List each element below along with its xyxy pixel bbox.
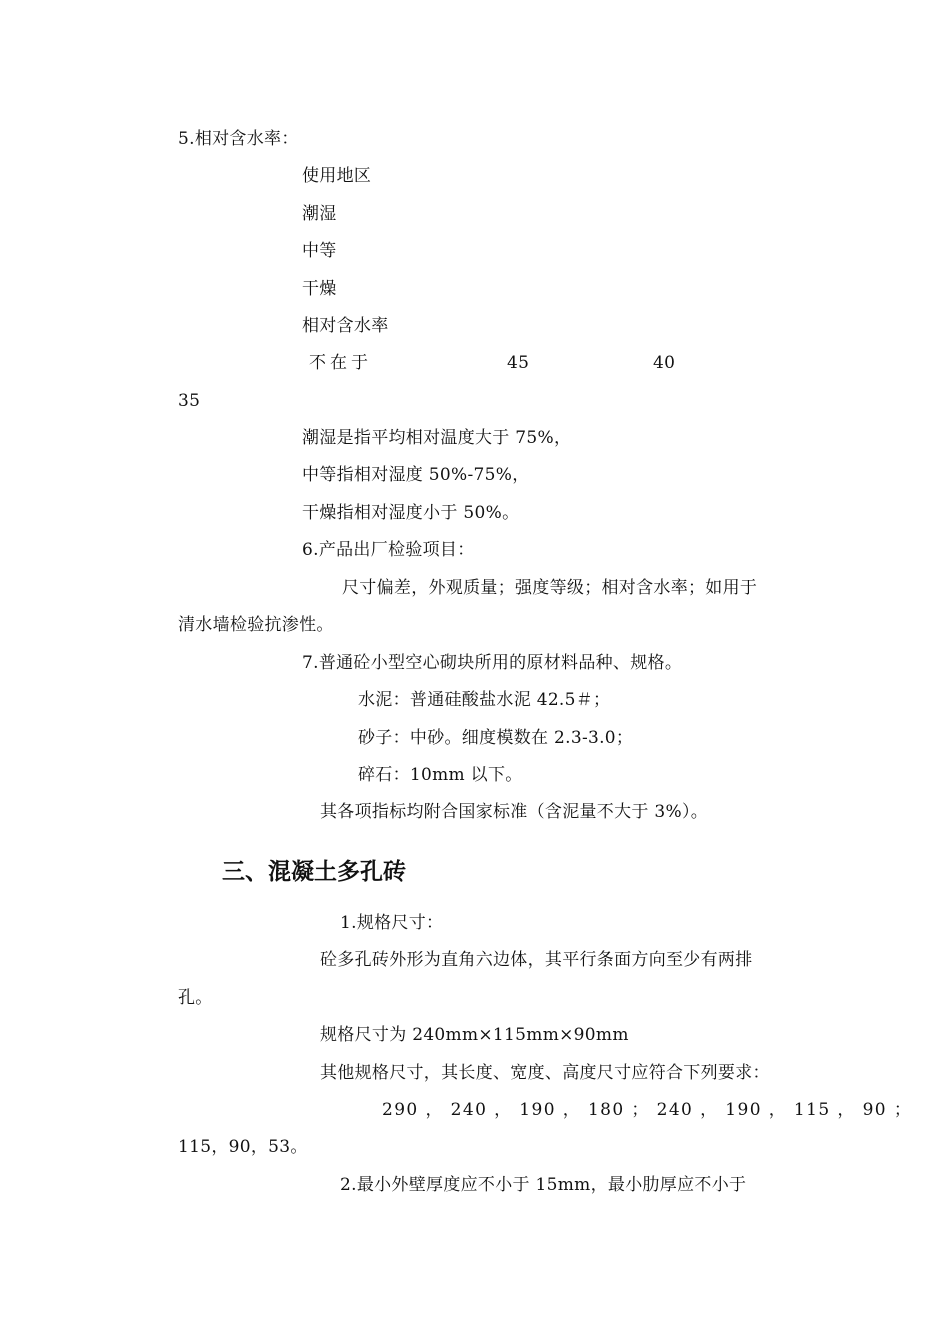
section-6-line-2: 清水墙检验抗渗性。 [178,615,334,635]
material-gravel: 碎石：10mm 以下。 [358,765,523,785]
section-6-line-1: 尺寸偏差，外观质量；强度等级；相对含水率；如用于 [342,578,758,598]
section-6-title: 6.产品出厂检验项目： [302,540,475,560]
spec-1-other-sizes: 其他规格尺寸，其长度、宽度、高度尺寸应符合下列要求： [320,1063,770,1083]
definition-humid: 潮湿是指平均相对温度大于 75%， [302,428,572,448]
section-5-title: 5.相对含水率： [178,129,299,149]
section-3-heading: 三、混凝土多孔砖 [222,859,406,885]
not-greater-label: 不在于 [309,353,372,373]
region-dry: 干燥 [302,279,337,299]
spec-1-line-2: 孔。 [178,988,213,1008]
spec-1-dimensions-2: 115，90，53。 [178,1137,308,1157]
region-humid: 潮湿 [302,204,337,224]
value-humid: 45 [507,353,530,373]
moisture-values-row [0,352,950,374]
region-header: 使用地区 [302,166,372,186]
definition-medium: 中等指相对湿度 50%-75%， [302,465,530,485]
region-medium: 中等 [302,241,337,261]
spec-1-size: 规格尺寸为 240mm×115mm×90mm [320,1025,629,1045]
relative-moisture-label: 相对含水率 [302,316,389,336]
spec-1-dimensions-1: 290 ， 240 ， 190 ， 180 ； 240 ， 190 ， 115 ， 90 ； [382,1100,913,1120]
section-7-title: 7.普通砼小型空心砌块所用的原材料品种、规格。 [302,653,683,673]
spec-1-line-1: 砼多孔砖外形为直角六边体，其平行条面方向至少有两排 [320,950,753,970]
value-dry: 35 [178,391,201,411]
spec-1-title: 1.规格尺寸： [340,913,444,933]
spec-2-line: 2.最小外壁厚度应不小于 15mm，最小肋厚应不小于 [340,1175,747,1195]
national-standard-note: 其各项指标均附合国家标准（含泥量不大于 3%）。 [320,802,709,822]
value-medium: 40 [653,353,676,373]
definition-dry: 干燥指相对湿度小于 50%。 [302,503,520,523]
material-sand: 砂子：中砂。细度模数在 2.3-3.0； [358,728,634,748]
material-cement: 水泥：普通硅酸盐水泥 42.5＃； [358,690,611,710]
